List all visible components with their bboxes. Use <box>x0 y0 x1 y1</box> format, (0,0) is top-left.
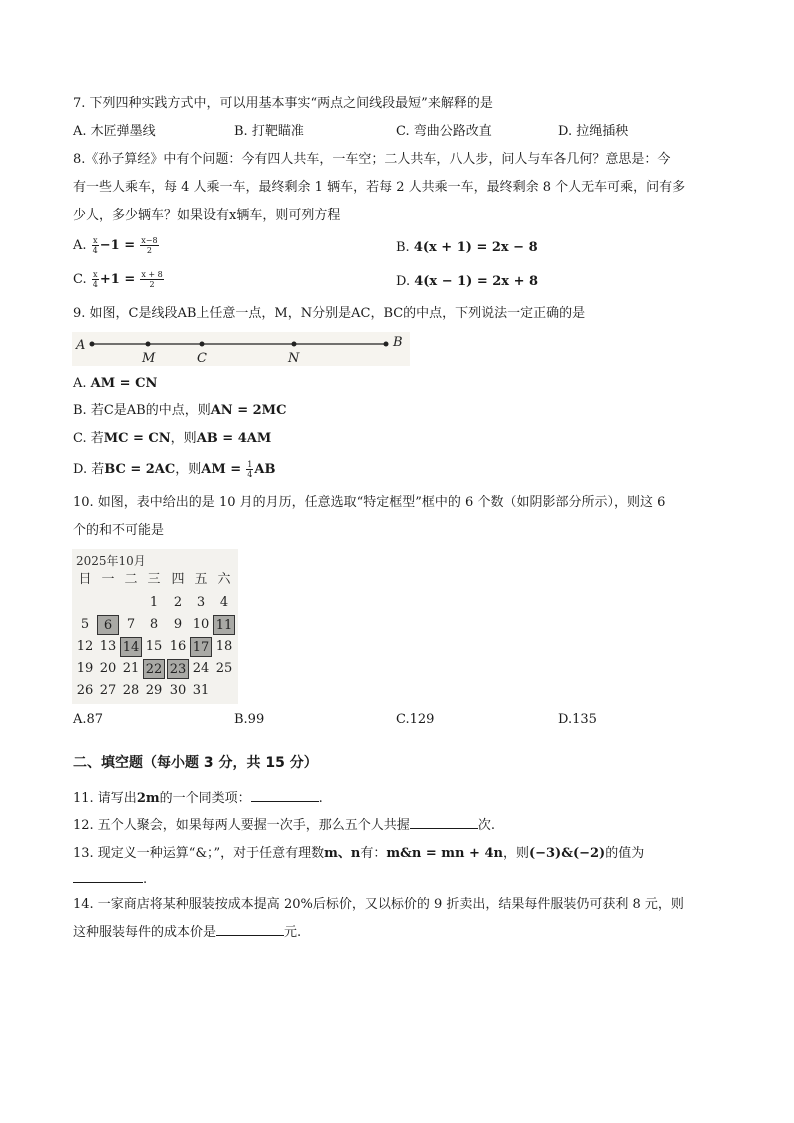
q8-option-c <box>73 270 165 289</box>
calendar-day: 10 <box>192 617 210 632</box>
q8-option-d-text: 4(x − 1) = 2x + 8 <box>414 274 539 289</box>
q11-math: 2m <box>136 791 160 806</box>
q11-end: . <box>318 791 323 806</box>
calendar-weekday: 二 <box>124 572 138 587</box>
q9-option-a-text: AM = CN <box>90 376 158 391</box>
calendar-day: 27 <box>99 683 117 698</box>
point-n-label: N <box>288 351 300 366</box>
calendar-weekday: 六 <box>217 572 231 587</box>
calendar-day: 25 <box>215 661 233 676</box>
calendar-weekday: 一 <box>101 572 115 587</box>
calendar-day: 30 <box>169 683 187 698</box>
q8-option-d-label: D. <box>396 274 411 289</box>
q11-post: 的一个同类项： <box>159 791 251 806</box>
calendar-day: 5 <box>80 617 90 632</box>
q8-option-c-mid: +1 = <box>99 272 136 287</box>
q8-stem-line1: 8.《孙子算经》中有个问题：今有四人共车，一车空；二人共车，八人步，问人与车各几何？意思是：今 <box>73 152 671 167</box>
calendar-weekday: 五 <box>194 572 208 587</box>
q7-option-b: B. 打靶瞄准 <box>234 124 304 139</box>
q13-post: 的值为 <box>605 846 645 861</box>
q7-option-c: C. 弯曲公路改直 <box>396 124 492 139</box>
q13-line2 <box>73 870 147 889</box>
fraction <box>140 270 163 289</box>
q12-answer-blank[interactable] <box>410 816 478 829</box>
fraction <box>140 236 158 255</box>
q13-mid: 有： <box>360 846 387 861</box>
fraction <box>246 460 253 479</box>
point-c-dot <box>200 342 205 347</box>
calendar-weekday: 三 <box>147 572 161 587</box>
q8-option-b-label: B. <box>396 240 410 255</box>
q14-pre: 这种服装每件的成本价是 <box>73 925 217 940</box>
q9-option-d-mid: ，则 <box>175 462 202 477</box>
calendar-day: 13 <box>99 639 117 654</box>
point-n-dot <box>292 342 297 347</box>
q11 <box>73 789 323 808</box>
q7-option-a: A. 木匠弹墨线 <box>73 124 156 139</box>
q14-line1: 14. 一家商店将某种服装按成本提高 20%后标价，又以标价的 9 折卖出，结果每件服装仍可获利 8 元，则 <box>73 897 684 912</box>
calendar-day-shaded: 17 <box>190 637 212 657</box>
point-a-dot <box>90 342 95 347</box>
q8-option-a <box>73 236 160 255</box>
q10-option-d: D.135 <box>558 712 597 727</box>
calendar-day: 18 <box>215 639 233 654</box>
numerator: x <box>93 270 98 279</box>
q14-line2 <box>73 923 301 942</box>
q9-option-a <box>73 375 157 393</box>
q9-option-d <box>73 460 275 479</box>
q10-stem-line2: 个的和不可能是 <box>73 523 165 538</box>
fraction <box>92 270 99 289</box>
q8-stem-line2: 有一些人乘车，每 4 人乘一车，最终剩余 1 辆车，若每 2 人共乘一车，最终剩余 8 个人无车可乘，问有多 <box>73 180 686 195</box>
calendar-day: 26 <box>76 683 94 698</box>
q9-option-c-condition: MC = CN <box>103 431 171 446</box>
q8-option-a-mid: −1 = <box>99 238 136 253</box>
q9-stem: 9. 如图，C是线段AB上任意一点，M，N分别是AC，BC的中点，下列说法一定正确的是 <box>73 306 586 321</box>
calendar-day: 2 <box>173 595 183 610</box>
numerator: x + 8 <box>141 270 163 279</box>
point-a-label: A <box>76 338 86 353</box>
q7-stem: 7. 下列四种实践方式中，可以用基本事实“两点之间线段最短”来解释的是 <box>73 96 493 111</box>
q13-vars: m、n <box>324 846 361 861</box>
denominator: 2 <box>149 280 155 289</box>
q13-answer-blank[interactable] <box>73 870 143 883</box>
q9-option-b-label: B. 若C是AB的中点，则 <box>73 403 211 418</box>
fraction <box>92 236 99 255</box>
q8-option-a-label: A. <box>73 238 87 253</box>
q11-answer-blank[interactable] <box>251 789 319 802</box>
section-title: 二、填空题（每小题 3 分，共 15 分） <box>73 755 318 771</box>
q12-pre: 12. 五个人聚会，如果每两人要握一次手，那么五个人共握 <box>73 818 410 833</box>
q12 <box>73 816 495 835</box>
q9-option-d-label: D. 若 <box>73 462 105 477</box>
numerator: 1 <box>247 460 253 469</box>
calendar-day: 21 <box>122 661 140 676</box>
calendar-day: 3 <box>196 595 206 610</box>
calendar-day-shaded: 22 <box>143 659 165 679</box>
q9-option-d-condition: BC = 2AC <box>104 462 176 477</box>
q14-end: 元. <box>284 925 302 940</box>
calendar-day: 12 <box>76 639 94 654</box>
calendar-day: 8 <box>149 617 159 632</box>
calendar-week-row <box>72 593 238 614</box>
calendar-day: 29 <box>145 683 163 698</box>
calendar-weekday-row <box>72 570 238 591</box>
q13-expression: (−3)&(−2) <box>528 846 606 861</box>
q12-end: 次. <box>477 818 495 833</box>
point-b-dot <box>384 342 389 347</box>
point-c-label: C <box>197 351 207 366</box>
calendar-weekday: 四 <box>171 572 185 587</box>
calendar-day-shaded: 14 <box>120 637 142 657</box>
q8-option-d <box>396 273 538 291</box>
q13-line1 <box>73 845 644 863</box>
q13-end: . <box>143 872 148 887</box>
denominator: 4 <box>247 470 253 479</box>
q8-option-c-label: C. <box>73 272 87 287</box>
q13-mid2: ，则 <box>502 846 529 861</box>
q8-option-b <box>396 239 538 257</box>
q14-answer-blank[interactable] <box>216 923 284 936</box>
calendar-week-row <box>72 681 238 702</box>
calendar-day: 15 <box>145 639 163 654</box>
calendar-figure <box>72 549 238 704</box>
q10-option-c: C.129 <box>396 712 435 727</box>
calendar-week-row <box>72 637 238 658</box>
segment-diagram <box>72 332 410 366</box>
point-b-label: B <box>393 335 403 350</box>
calendar-weekday: 日 <box>78 572 92 587</box>
q9-option-c-label: C. 若 <box>73 431 104 446</box>
q9-option-a-label: A. <box>73 376 87 391</box>
q10-stem-line1: 10. 如图，表中给出的是 10 月的月历，任意选取“特定框型”框中的 6 个数（如阴影部分所示），则这 6 <box>73 495 666 510</box>
point-m-dot <box>146 342 151 347</box>
calendar-day-shaded: 11 <box>213 615 235 635</box>
q9-option-b <box>73 402 286 420</box>
q13-definition: m&n = mn + 4n <box>386 846 503 861</box>
numerator: x <box>92 236 98 245</box>
calendar-day: 7 <box>126 617 136 632</box>
q8-stem-line3: 少人，多少辆车？如果设有x辆车，则可列方程 <box>73 208 341 223</box>
calendar-day: 19 <box>76 661 94 676</box>
q10-option-b: B.99 <box>234 712 265 727</box>
calendar-day: 4 <box>219 595 229 610</box>
q10-option-a: A.87 <box>73 712 104 727</box>
calendar-week-row <box>72 659 238 680</box>
q9-option-d-post: AB <box>254 462 276 477</box>
q9-option-c-mid: ，则 <box>170 431 197 446</box>
denominator: 4 <box>92 246 98 255</box>
calendar-day: 28 <box>122 683 140 698</box>
calendar-day-shaded: 6 <box>97 615 119 635</box>
q9-option-b-text: AN = 2MC <box>210 403 287 418</box>
q11-pre: 11. 请写出 <box>73 791 137 806</box>
numerator: x−8 <box>141 236 158 245</box>
q8-option-b-text: 4(x + 1) = 2x − 8 <box>413 240 538 255</box>
calendar-day: 31 <box>192 683 210 698</box>
q7-option-d: D. 拉绳插秧 <box>558 124 629 139</box>
calendar-day: 20 <box>99 661 117 676</box>
calendar-day: 1 <box>149 595 159 610</box>
calendar-day-shaded: 23 <box>167 659 189 679</box>
q13-pre: 13. 现定义一种运算“&；”，对于任意有理数 <box>73 846 325 861</box>
calendar-day: 16 <box>169 639 187 654</box>
q9-option-d-pre: AM = <box>201 462 242 477</box>
calendar-day: 24 <box>192 661 210 676</box>
calendar-day: 9 <box>173 617 183 632</box>
point-m-label: M <box>142 351 156 366</box>
calendar-week-row <box>72 615 238 636</box>
calendar-title: 2025年10月 <box>76 554 146 568</box>
denominator: 2 <box>146 246 152 255</box>
q9-option-c <box>73 430 271 448</box>
segment-figure <box>72 332 410 366</box>
q9-option-c-text: AB = 4AM <box>196 431 272 446</box>
denominator: 4 <box>92 280 98 289</box>
